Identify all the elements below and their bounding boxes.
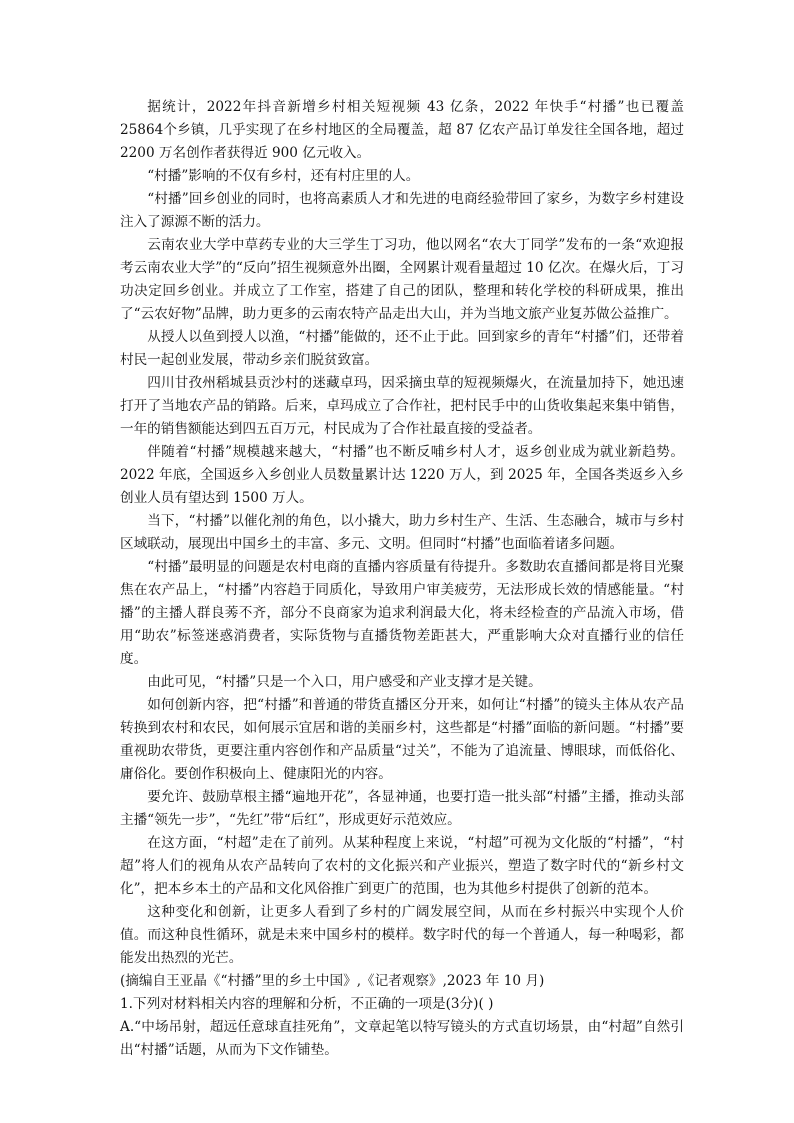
paragraph-10: 由此可见，“村播”只是一个入口，用户感受和产业支撑才是关键。 — [147, 674, 542, 690]
paragraph-6: 四川甘孜州稻城县贡沙村的迷藏卓玛，因采摘虫草的短视频爆火，在流量加持下，她迅速打开了当地农产品的销路。后来，卓玛成立了合作社，把村民手中的山货收集起来集中销售，一年的销售额能达到四五百万元，村民成为了合作社最直接的受益者。 — [120, 375, 684, 437]
paragraph-13: 在这方面，“村超”走在了前列。从某种程度上来说，“村超”可视为文化版的“村播”，“村超”将人们的视角从农产品转向了农村的文化振兴和产业振兴，塑造了数字时代的“新乡村文化”，把本乡本土的产品和文化风俗推广到更广的范围，也为其他乡村提供了创新的范本。 — [120, 835, 684, 897]
source-citation: (摘编自王亚晶《“村播”里的乡土中国》,《记者观察》,2023 年 10 月) — [120, 973, 545, 989]
paragraph-8: 当下，“村播”以催化剂的角色，以小撬大，助力乡村生产、生活、生态融合，城市与乡村区域联动，展现出中国乡土的丰富、多元、文明。但同时“村播”也面临着诸多问题。 — [120, 513, 684, 552]
document-page — [120, 96, 684, 1062]
paragraph-2: “村播”影响的不仅有乡村，还有村庄里的人。 — [147, 168, 420, 184]
question-stem: 1.下列对材料相关内容的理解和分析，不正确的一项是(3分)( ) — [120, 996, 494, 1012]
question-option-a: A.“中场吊射，超远任意球直挂死角”，文章起笔以特写镜头的方式直切场景，由“村超”自然引出“村播”话题，从而为下文作铺垫。 — [120, 1019, 684, 1058]
paragraph-11: 如何创新内容，把“村播”和普通的带货直播区分开来，如何让“村播”的镜头主体从农产品转换到农村和农民，如何展示宜居和谐的美丽乡村，这些都是“村播”面临的新问题。“村播”要重视助农带货，更要注重内容创作和产品质量“过关”，不能为了追流量、博眼球，而低俗化、庸俗化。要创作积极向上、健康阳光的内容。 — [120, 697, 684, 782]
paragraph-14: 这种变化和创新，让更多人看到了乡村的广阔发展空间，从而在乡村振兴中实现个人价值。而这种良性循环，就是未来中国乡村的模样。数字时代的每一个普通人，每一种喝彩，都能发出热烈的光芒。 — [120, 904, 684, 966]
paragraph-7: 伴随着“村播”规模越来越大，“村播”也不断反哺乡村人才，返乡创业成为就业新趋势。2022 年底，全国返乡入乡创业人员数量累计达 1220 万人，到 2025 年，全国各类返乡入乡创业人员有望达到 1500 万人。 — [120, 444, 684, 506]
paragraph-1: 据统计，2022年抖音新增乡村相关短视频 43 亿条，2022 年快手“村播”也已覆盖 25864个乡镇，几乎实现了在乡村地区的全局覆盖，超 87 亿农产品订单发往全国各地，超过 2200 万名创作者获得近 900 亿元收入。 — [120, 99, 684, 161]
paragraph-9: “村播”最明显的问题是农村电商的直播内容质量有待提升。多数助农直播间都是将目光聚焦在农产品上，“村播”内容趋于同质化，导致用户审美疲劳，无法形成长效的情感能量。“村播”的主播人群良莠不齐，部分不良商家为追求利润最大化，将未经检查的产品流入市场，借用“助农”标签迷惑消费者，实际货物与直播货物差距甚大，严重影响大众对直播行业的信任度。 — [120, 559, 684, 667]
paragraph-3: “村播”回乡创业的同时，也将高素质人才和先进的电商经验带回了家乡，为数字乡村建设注入了源源不断的活力。 — [120, 191, 684, 230]
paragraph-5: 从授人以鱼到授人以渔，“村播”能做的，还不止于此。回到家乡的青年“村播”们，还带着村民一起创业发展，带动乡亲们脱贫致富。 — [120, 329, 684, 368]
paragraph-4: 云南农业大学中草药专业的大三学生丁习功，他以网名“农大丁同学”发布的一条“欢迎报考云南农业大学”的“反向”招生视频意外出圈，全网累计观看量超过 10 亿次。在爆火后，丁习功决定回乡创业。并成立了工作室，搭建了自己的团队，整理和转化学校的科研成果，推出了“云农好物”品牌，助力更多的云南农特产品走出大山，并为当地文旅产业复苏做公益推广。 — [120, 237, 684, 322]
paragraph-12: 要允许、鼓励草根主播“遍地开花”，各显神通，也要打造一批头部“村播”主播，推动头部主播“领先一步”，“先红”带“后红”，形成更好示范效应。 — [120, 789, 684, 828]
